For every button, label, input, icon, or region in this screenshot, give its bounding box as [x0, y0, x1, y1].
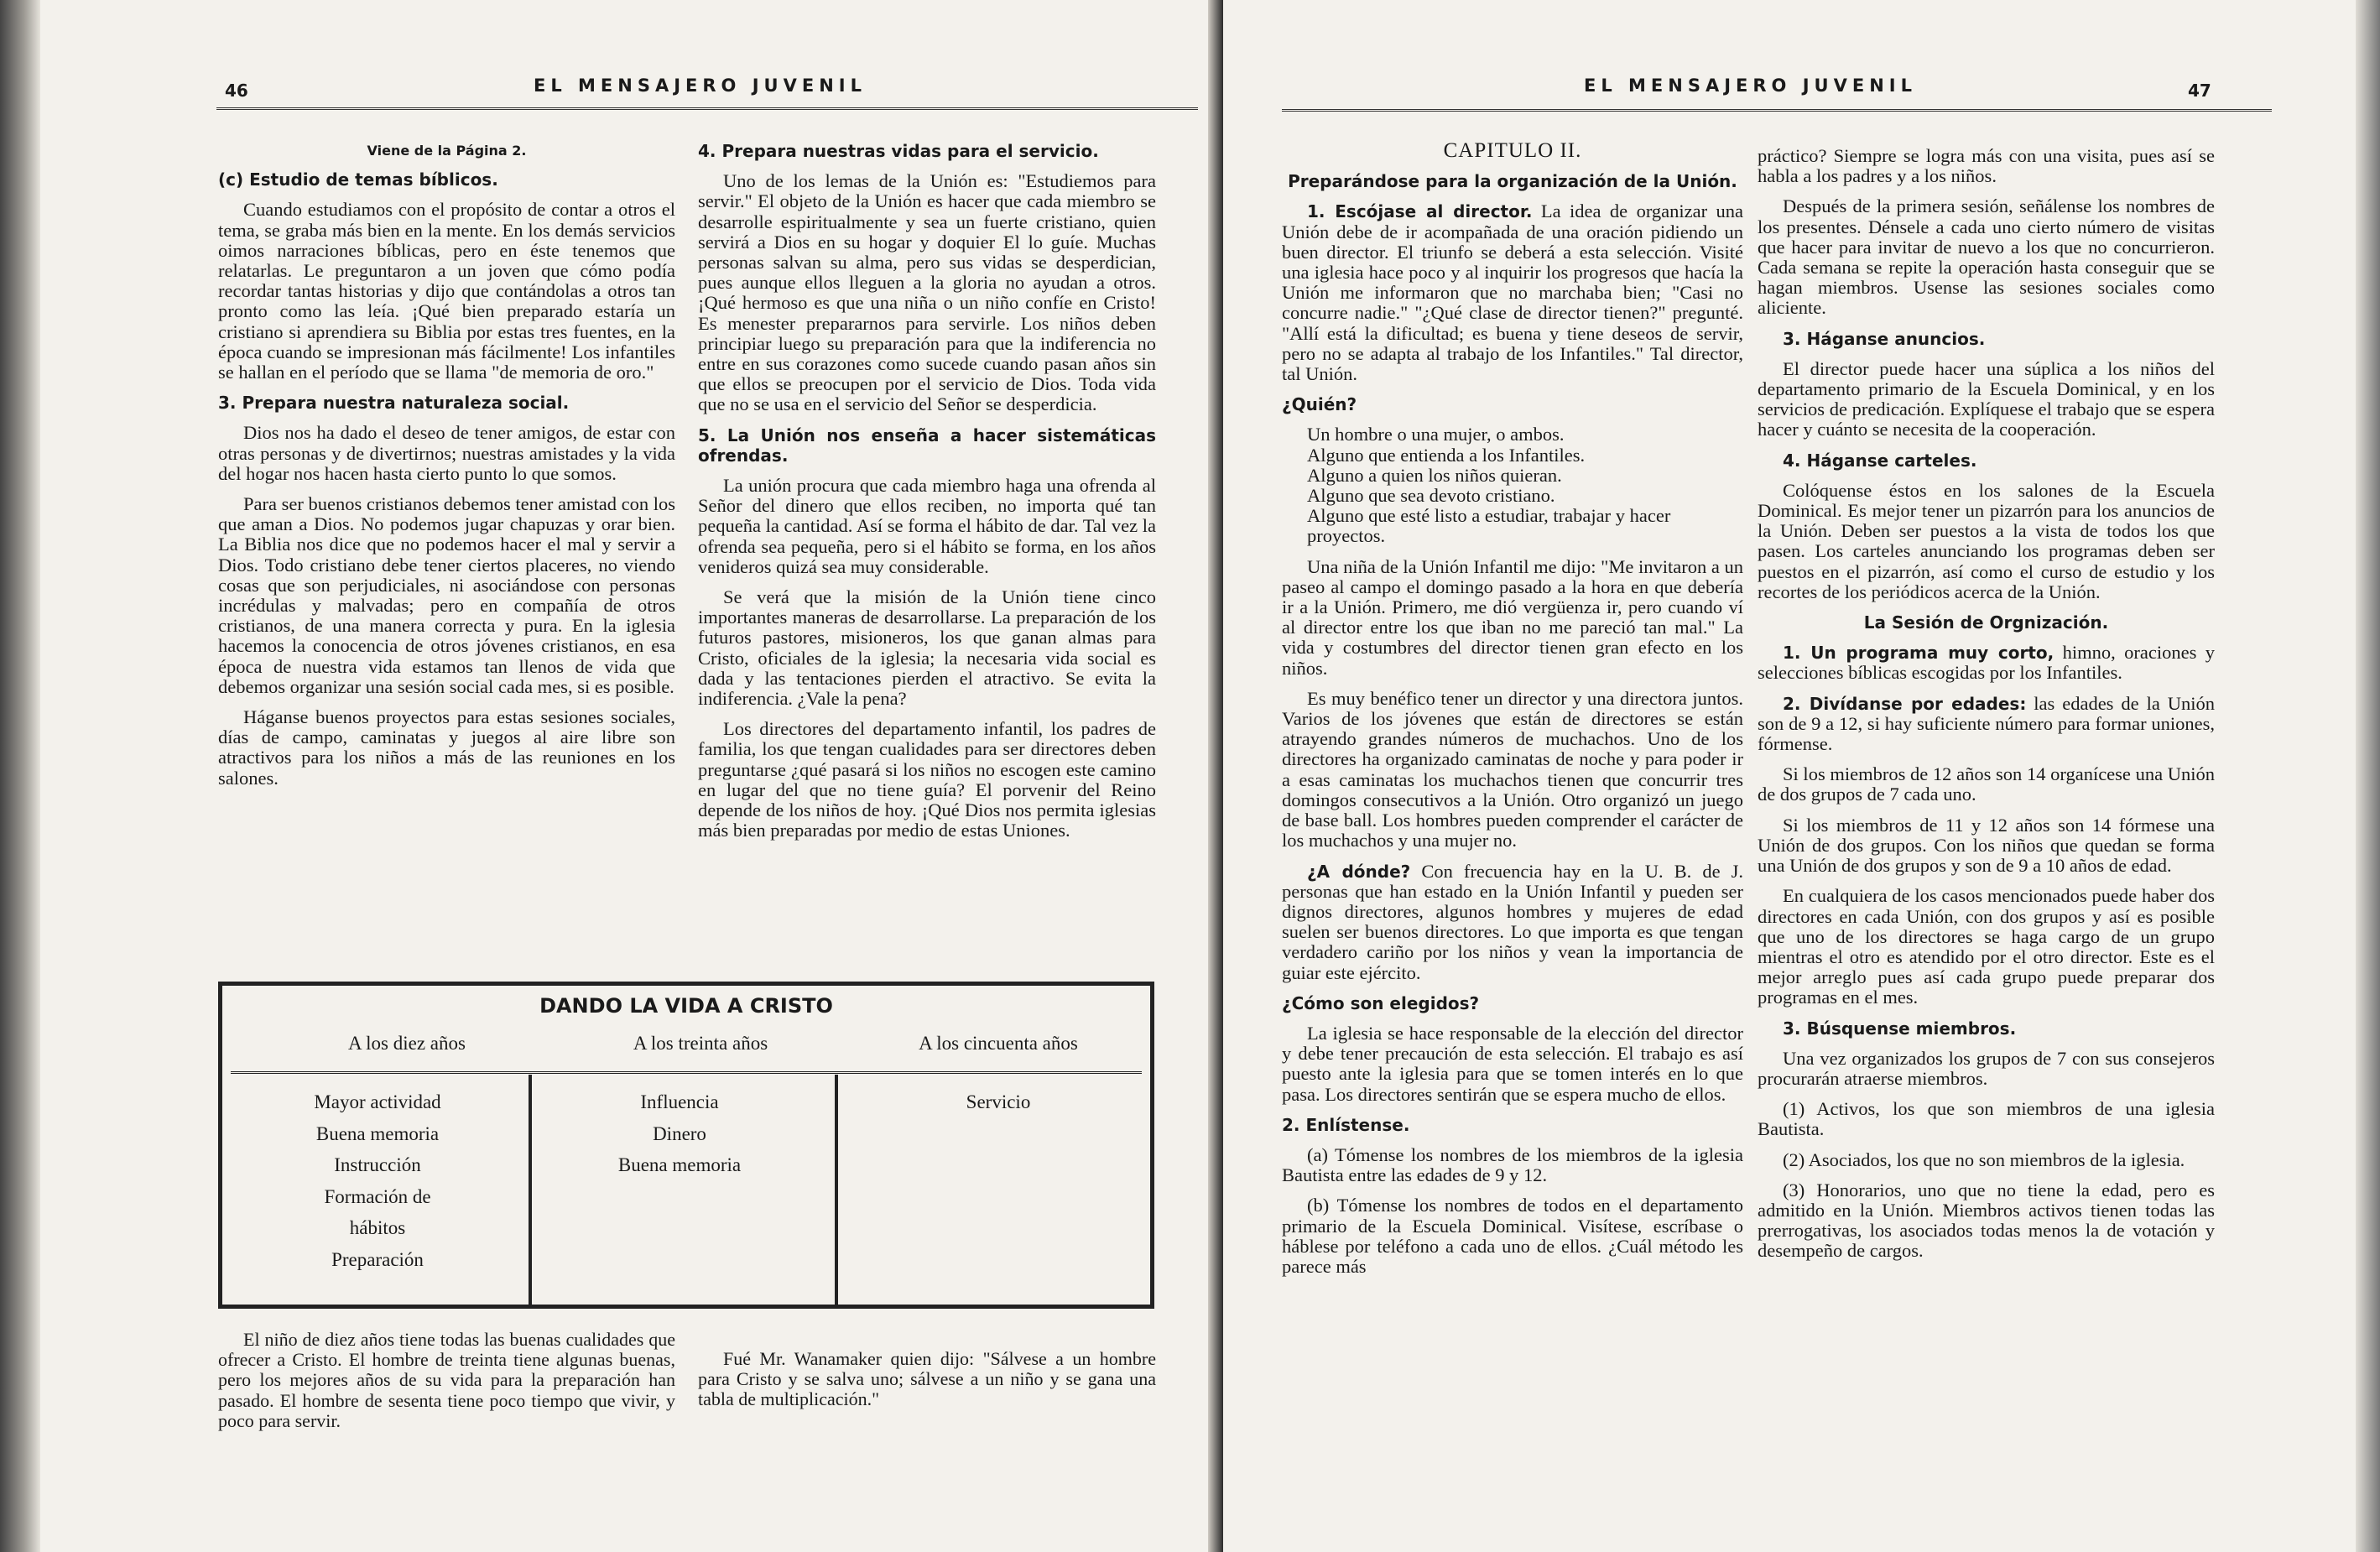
- paragraph-text: Con frecuencia hay en la U. B. de J. personas que han estado en la Unión Infantil y pueden ser dignos directores, algunos hombres y mujeres de edad suelen ser buenos directores. Lo que importa es que tengan verdadero cariño por los niños y vean la importancia de guiar este ejército.: [1282, 860, 1743, 983]
- heading-how-elected: ¿Cómo son elegidos?: [1282, 992, 1480, 1013]
- right-column-1: [1282, 141, 1743, 1287]
- box-item: hábitos: [349, 1217, 406, 1238]
- box-item: Dinero: [653, 1122, 706, 1144]
- running-head-left: EL MENSAJERO JUVENIL: [534, 76, 867, 96]
- left-column-2: [698, 141, 1156, 852]
- paragraph: Después de la primera sesión, señálense los nombres de los presentes. Dénsele a cada uno cierto número de visitas que hacer para invitar de nuevo a los que no concurrieron. Cada semana se repite la operación hasta conseguir que se hagan miembros. Usense las sesiones sociales como aliciente.: [1758, 195, 2215, 319]
- bottom-right-text: [698, 1349, 1156, 1420]
- box-column-rule: [529, 1075, 532, 1305]
- right-page: [1223, 0, 2356, 1552]
- heading-offerings: 5. La Unión nos enseña a hacer sistemáticas ofrendas.: [698, 424, 1156, 466]
- paragraph-text: himno, oraciones y selecciones bíblicas escogidas por los Infantiles.: [1758, 642, 2216, 684]
- heading-service: 4. Prepara nuestras vidas para el servicio.: [698, 141, 1099, 161]
- paragraph: [1758, 694, 2215, 755]
- lead-divide-ages: 2. Divídanse por edades:: [1783, 693, 2027, 714]
- paragraph: (b) Tómense los nombres de todos en el departamento primario de la Escuela Dominical. Visítese, escríbase o háblese por teléfono a cada uno de ellos. ¿Cuál método les parece más: [1282, 1195, 1743, 1277]
- paragraph: En cualquiera de los casos mencionados puede haber dos directores en cada Unión, con dos grupos y así es posible que uno de los directores se haga cargo de un grupo mientras el otro es atendido por el otro director. Este es el mejor arreglo pues así cada grupo puede preparar dos programas en el mes.: [1758, 885, 2215, 1008]
- book-edge-left: [0, 0, 40, 1552]
- box-divider: [231, 1071, 1142, 1074]
- header-rule-left: [216, 107, 1198, 112]
- paragraph: El director puede hacer una súplica a los niños del departamento primario de la Escuela Dominical, y en los servicios de predicación. Explíquese el trabajo que se espera hacer y cuánto se necesita de la cooperación.: [1758, 357, 2215, 440]
- who-list: [1307, 424, 1743, 546]
- continued-note: Viene de la Página 2.: [367, 143, 527, 159]
- box-item: Instrucción: [334, 1154, 421, 1175]
- page-number-right: 47: [2188, 81, 2211, 101]
- paragraph: (2) Asociados, los que no son miembros de la iglesia.: [1783, 1148, 2185, 1170]
- paragraph-text: las edades de la Unión son de 9 a 12, si hay suficiente número para formar uniones, fórmense.: [1758, 692, 2216, 755]
- chapter-heading: Preparándose para la organización de la Unión.: [1288, 171, 1737, 192]
- box-item: Mayor actividad: [314, 1091, 441, 1112]
- paragraph: Háganse buenos proyectos para estas sesiones sociales, días de campo, caminatas y juegos al aire libre son atractivos para los niños a más de las reuniones en los salones.: [218, 706, 675, 789]
- paragraph-text: La idea de organizar una Unión debe de ir acompañada de una oración pidiendo un buen director. El triunfo se deberá a esta selección. Visité una iglesia hace poco y al inquirir los progresos que hacía la Unión me informaron que no marchaba bien; "Casi no concurre nadie." "¿Qué clase de director tienen?" pregunté. "Allí está la dificultad; es buena y tiene deseos de servir, pero no se adapta al trabajo de los Infantiles." Tal director, tal Unión.: [1282, 201, 1744, 385]
- paragraph: [1282, 862, 1743, 983]
- paragraph: La iglesia se hace responsable de la elección del director y debe tener precaución de esta selección. El trabajo es así puesto ante la iglesia para que se tomen interés en lo que pasa. Los directores sentirán que se espera mucho de ellos.: [1282, 1022, 1743, 1105]
- age-fifty-label: A los cincuenta años: [919, 1033, 1078, 1054]
- box-item: Influencia: [640, 1091, 719, 1112]
- paragraph: [1282, 201, 1743, 384]
- heading-enlist: 2. Enlístense.: [1282, 1114, 1410, 1135]
- paragraph: práctico? Siempre se logra más con una visita, pues así se habla a los padres y a los niños.: [1758, 145, 2215, 187]
- box-title: DANDO LA VIDA A CRISTO: [539, 994, 833, 1018]
- paragraph: Si los miembros de 12 años son 14 organícese una Unión de dos grupos de 7 cada uno.: [1758, 763, 2215, 805]
- lead-choose-director: 1. Escójase al director.: [1307, 201, 1533, 222]
- left-column-1: [218, 141, 675, 799]
- heading-seek-members: 3. Búsquense miembros.: [1783, 1018, 2017, 1039]
- list-item: Alguno que entienda a los Infantiles.: [1307, 444, 1586, 466]
- age-thirty-label: A los treinta años: [633, 1033, 768, 1054]
- paragraph: El niño de diez años tiene todas las buenas cualidades que ofrecer a Cristo. El hombre de treinta tiene algunas buenas, pero los mejores años de su vida para la preparación han pasado. El hombre de sesenta tiene poco tiempo que vivir, y poco para servir.: [218, 1329, 675, 1431]
- book-edge-right: [2356, 0, 2380, 1552]
- paragraph: Para ser buenos cristianos debemos tener amistad con los que aman a Dios. No podemos jugar chapuzas y orar bien. La Biblia nos dice que no podemos hacer el mal y servir a Dios. Todo cristiano debe tener ciertos placeres, no viendo cosas que son perjudiciales, ni asociándose con personas incrédulas y malvadas; pero en compañía de otros cristianos, de una manera correcta y pura. En la iglesia hacemos la conocencia de otros jóvenes cristianos, en esa época de nuestra vida estamos tan llenos de vida que debemos organizar una sesión social cada mes, si es posible.: [218, 493, 675, 697]
- heading-who: ¿Quién?: [1282, 394, 1357, 415]
- list-item: Alguno que sea devoto cristiano.: [1307, 485, 1555, 507]
- header-rule-right: [1282, 109, 2272, 114]
- paragraph: (3) Honorarios, uno que no tiene la edad, pero es admitido en la Unión. Miembros activos tienen todas las prerrogativas, los asociados todas menos la de votación y desempeño de cargos.: [1758, 1179, 2215, 1262]
- giving-life-box: [218, 982, 1154, 1309]
- lead-short-program: 1. Un programa muy corto,: [1783, 643, 2055, 664]
- paragraph: Cuando estudiamos con el propósito de contar a otros el tema, se graba más bien en la mente. En los demás servicios oimos narraciones bíblicas, pero en éste tenemos que relatarlas. Le preguntaron a un joven que cómo podía recordar tantas historias y dijo que contándolas a otros tan pronto como las leía. ¡Qué bien preparado estaría un cristiano si aprendiera su Biblia por estas tres fuentes, en la época cuando se impresionan más fácilmente! Los infantiles se hallan en el período que se llama "de memoria de oro.": [218, 199, 675, 383]
- box-column-fifty: [860, 1086, 1137, 1118]
- heading-posters: 4. Háganse carteles.: [1783, 450, 1977, 471]
- running-head-right: EL MENSAJERO JUVENIL: [1584, 76, 1917, 96]
- paragraph: (a) Tómense los nombres de los miembros de la iglesia Bautista entre las edades de 9 y 12.: [1282, 1143, 1743, 1186]
- paragraph: Una niña de la Unión Infantil me dijo: "Me invitaron a un paseo al campo el domingo pasado a la hora en que debería ir a la Unión. Primero, me dió vergüenza ir, pero cuando ví al director entre los que iban no me pareció tan mal." La vida y costumbres del director tienen gran efecto en los niños.: [1282, 555, 1743, 679]
- box-item: Buena memoria: [315, 1122, 440, 1144]
- bottom-left-text: [218, 1330, 675, 1441]
- book-gutter: [1208, 0, 1223, 1552]
- paragraph: Uno de los lemas de la Unión es: "Estudiemos para servir." El objeto de la Unión es hacer que cada miembro se desarrolle espiritualmente y sea un fuerte cristiano, quien servirá a Dios en su hogar y doquier El lo guíe. Muchas personas salvan su alma, pero sus vidas se desperdician, pues aunque ellos lleguen a la gloria no ayudan a otros. ¡Qué hermoso es que una niña o un niño confíe en Cristo! Es menester prepararnos para servirle. Los niños deben principiar luego su preparación para que la indiferencia no entre en sus corazones como sucede cuando pasan años sin que ellos se preocupen por el servicio de Dios. Toda vida que no se usa en el servicio del Señor se desperdicia.: [698, 170, 1156, 415]
- paragraph: [1758, 643, 2215, 683]
- list-item: Alguno a quien los niños quieran.: [1307, 464, 1562, 486]
- box-item: Formación de: [324, 1185, 431, 1207]
- paragraph: Es muy benéfico tener un director y una directora juntos. Varios de los jóvenes que están de directores se están atrayendo grandes números de muchachos. Uno de los directores ha organizado caminatas de noche y para poder ir a esas caminatas los muchachos tienen que concurrir tres domingos consecutivos a la Unión. Otro organizó un juego de base ball. Los hombres pueden comprender el carácter de los muchachos y una mujer no.: [1282, 687, 1743, 852]
- paragraph: Si los miembros de 11 y 12 años son 14 fórmese una Unión de dos grupos. Con los niños que quedan se forma una Unión de dos grupos y son de 9 a 10 años de edad.: [1758, 814, 2215, 877]
- heading-bible-study: (c) Estudio de temas bíblicos.: [218, 169, 498, 190]
- paragraph: (1) Activos, los que son miembros de una iglesia Bautista.: [1758, 1098, 2215, 1140]
- left-page: [40, 0, 1208, 1552]
- heading-social-nature: 3. Prepara nuestra naturaleza social.: [218, 393, 570, 414]
- box-column-ten: [239, 1086, 516, 1275]
- right-column-2: [1758, 146, 2215, 1272]
- heading-announcements: 3. Háganse anuncios.: [1783, 328, 1986, 349]
- page-number-left: 46: [225, 81, 248, 101]
- chapter-title: CAPITULO II.: [1443, 139, 1582, 162]
- box-item: Servicio: [966, 1091, 1031, 1112]
- lead-where: ¿A dónde?: [1307, 861, 1411, 882]
- paragraph: Fué Mr. Wanamaker quien dijo: "Sálvese a un hombre para Cristo y se salva uno; sálvese a un niño y se gana una tabla de multiplicación.": [698, 1348, 1156, 1410]
- paragraph: Los directores del departamento infantil, los padres de familia, los que tengan cualidades para ser directores deben preguntarse ¿qué pasará si los niños no escogen este camino en lugar del que no tiene guía? El porvenir del Reino depende de los niños de hoy. ¡Qué Dios nos permita iglesias más bien preparadas por medio de estas Uniones.: [698, 718, 1156, 841]
- paragraph: Colóquense éstos en los salones de la Escuela Dominical. Es mejor tener un pizarrón para los anuncios de la Unión. Deben ser puestos a la vista de todos los que pasen. Los carteles anunciando los programas deben ser puestos en el pizarrón, así como el curso de estudio y los recortes de los periódicos acerca de la Unión.: [1758, 479, 2215, 602]
- box-column-thirty: [541, 1086, 818, 1181]
- heading-organization-session: La Sesión de Orgnización.: [1863, 612, 2109, 633]
- list-item: Un hombre o una mujer, o ambos.: [1307, 424, 1565, 445]
- paragraph: La unión procura que cada miembro haga una ofrenda al Señor del dinero que ellos reciben, no importa qué tan pequeña la cantidad. Así se forma el hábito de dar. Tal vez la ofrenda sea pequeña, pero si el hábito se forma, en los años venideros quizá sea muy considerable.: [698, 475, 1156, 577]
- paragraph: Se verá que la misión de la Unión tiene cinco importantes maneras de desarrollarse. La preparación de los futuros pastores, misioneros, los que ganan almas para Cristo, oficiales de la iglesia; la necesaria vida social es dada y las tentaciones pierden el atractivo. Se evita la indiferencia. ¿Vale la pena?: [698, 586, 1156, 710]
- paragraph: Dios nos ha dado el deseo de tener amigos, de estar con otras personas y de divertirnos; nuestras amistades y la vida del hogar nos hacen hasta cierto punto lo que somos.: [218, 422, 675, 484]
- box-item: Buena memoria: [617, 1154, 742, 1175]
- list-item: Alguno que esté listo a estudiar, trabajar y hacer proyectos.: [1307, 505, 1671, 547]
- age-ten-label: A los diez años: [348, 1033, 466, 1054]
- paragraph: Una vez organizados los grupos de 7 con sus consejeros procurarán atraerse miembros.: [1758, 1047, 2215, 1089]
- box-column-rule: [835, 1075, 838, 1305]
- box-item: Preparación: [331, 1248, 424, 1270]
